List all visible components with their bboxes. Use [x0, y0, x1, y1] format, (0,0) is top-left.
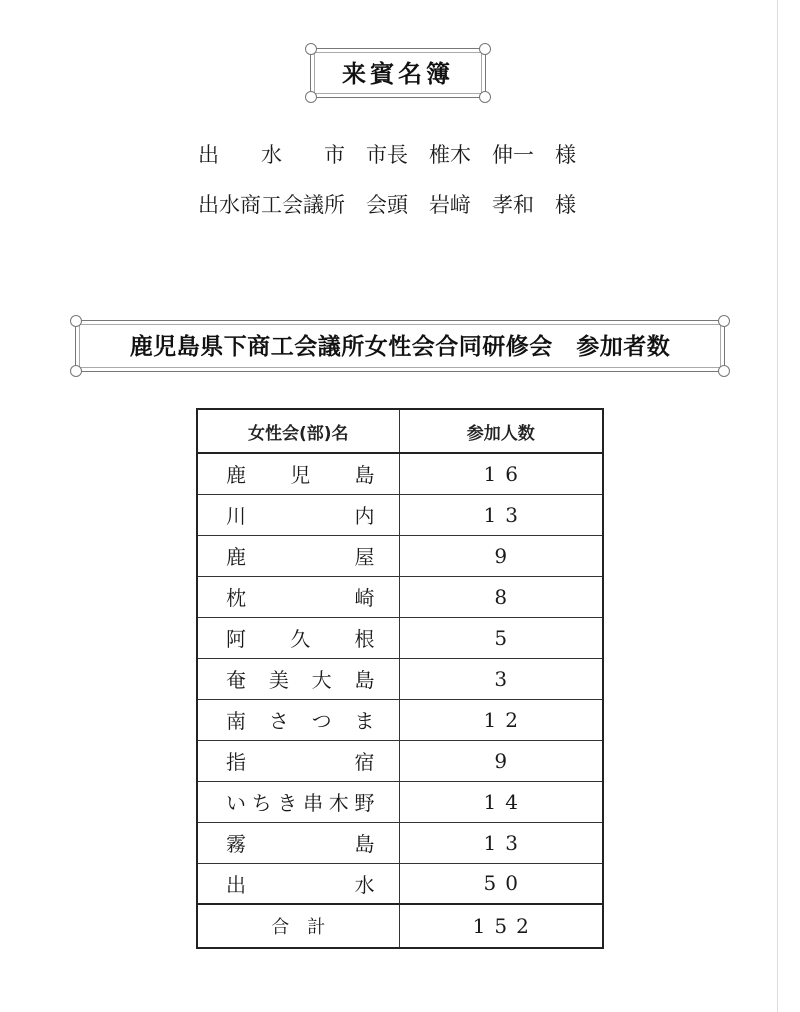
table-row	[197, 658, 603, 699]
table-row	[197, 863, 603, 904]
table-row	[197, 822, 603, 863]
participant-count: 5	[399, 617, 603, 658]
participant-count: 13	[399, 822, 603, 863]
total-label: 合 計	[197, 904, 399, 948]
association-name: 南さつま	[197, 699, 399, 740]
participants-heading-frame	[75, 320, 725, 372]
participant-count: 9	[399, 535, 603, 576]
table-row	[197, 699, 603, 740]
association-name: 出水	[197, 863, 399, 904]
participant-count: 13	[399, 494, 603, 535]
guest-organization: 出水商工会議所	[198, 193, 345, 217]
table-row	[197, 740, 603, 781]
table-row	[197, 453, 603, 494]
guest-name: 岩﨑 孝和	[429, 193, 534, 217]
participant-count: 12	[399, 699, 603, 740]
association-name: 指宿	[197, 740, 399, 781]
guest-honorific: 様	[555, 193, 576, 217]
association-name: いちき串木野	[197, 781, 399, 822]
association-name: 鹿児島	[197, 453, 399, 494]
participants-table	[196, 408, 604, 949]
participant-count: 8	[399, 576, 603, 617]
total-count: 152	[399, 904, 603, 948]
page-edge-line	[777, 0, 778, 1012]
guest-honorific: 様	[555, 143, 576, 167]
participant-count: 3	[399, 658, 603, 699]
guest-name: 椎木 伸一	[429, 143, 534, 167]
table-header-row	[197, 409, 603, 453]
table-row	[197, 494, 603, 535]
guest-list-heading-frame	[310, 48, 486, 98]
association-name: 鹿屋	[197, 535, 399, 576]
guest-organization: 出 水 市	[198, 143, 345, 167]
association-name: 枕崎	[197, 576, 399, 617]
participant-count: 14	[399, 781, 603, 822]
table-row	[197, 576, 603, 617]
table-row	[197, 781, 603, 822]
guest-title: 市長	[366, 143, 408, 167]
guest-title: 会頭	[366, 193, 408, 217]
table-total-row	[197, 904, 603, 948]
column-header-association-name: 女性会(部)名	[197, 409, 399, 453]
table-row	[197, 535, 603, 576]
participant-count: 16	[399, 453, 603, 494]
guest-list-heading: 来賓名簿	[342, 60, 454, 88]
association-name: 霧島	[197, 822, 399, 863]
association-name: 阿久根	[197, 617, 399, 658]
guest-line	[198, 190, 576, 220]
column-header-participant-count: 参加人数	[399, 409, 603, 453]
association-name: 奄美大島	[197, 658, 399, 699]
participants-heading: 鹿児島県下商工会議所女性会合同研修会 参加者数	[129, 334, 671, 360]
guest-line	[198, 140, 576, 170]
participant-count: 9	[399, 740, 603, 781]
association-name: 川内	[197, 494, 399, 535]
table-row	[197, 617, 603, 658]
participant-count: 50	[399, 863, 603, 904]
